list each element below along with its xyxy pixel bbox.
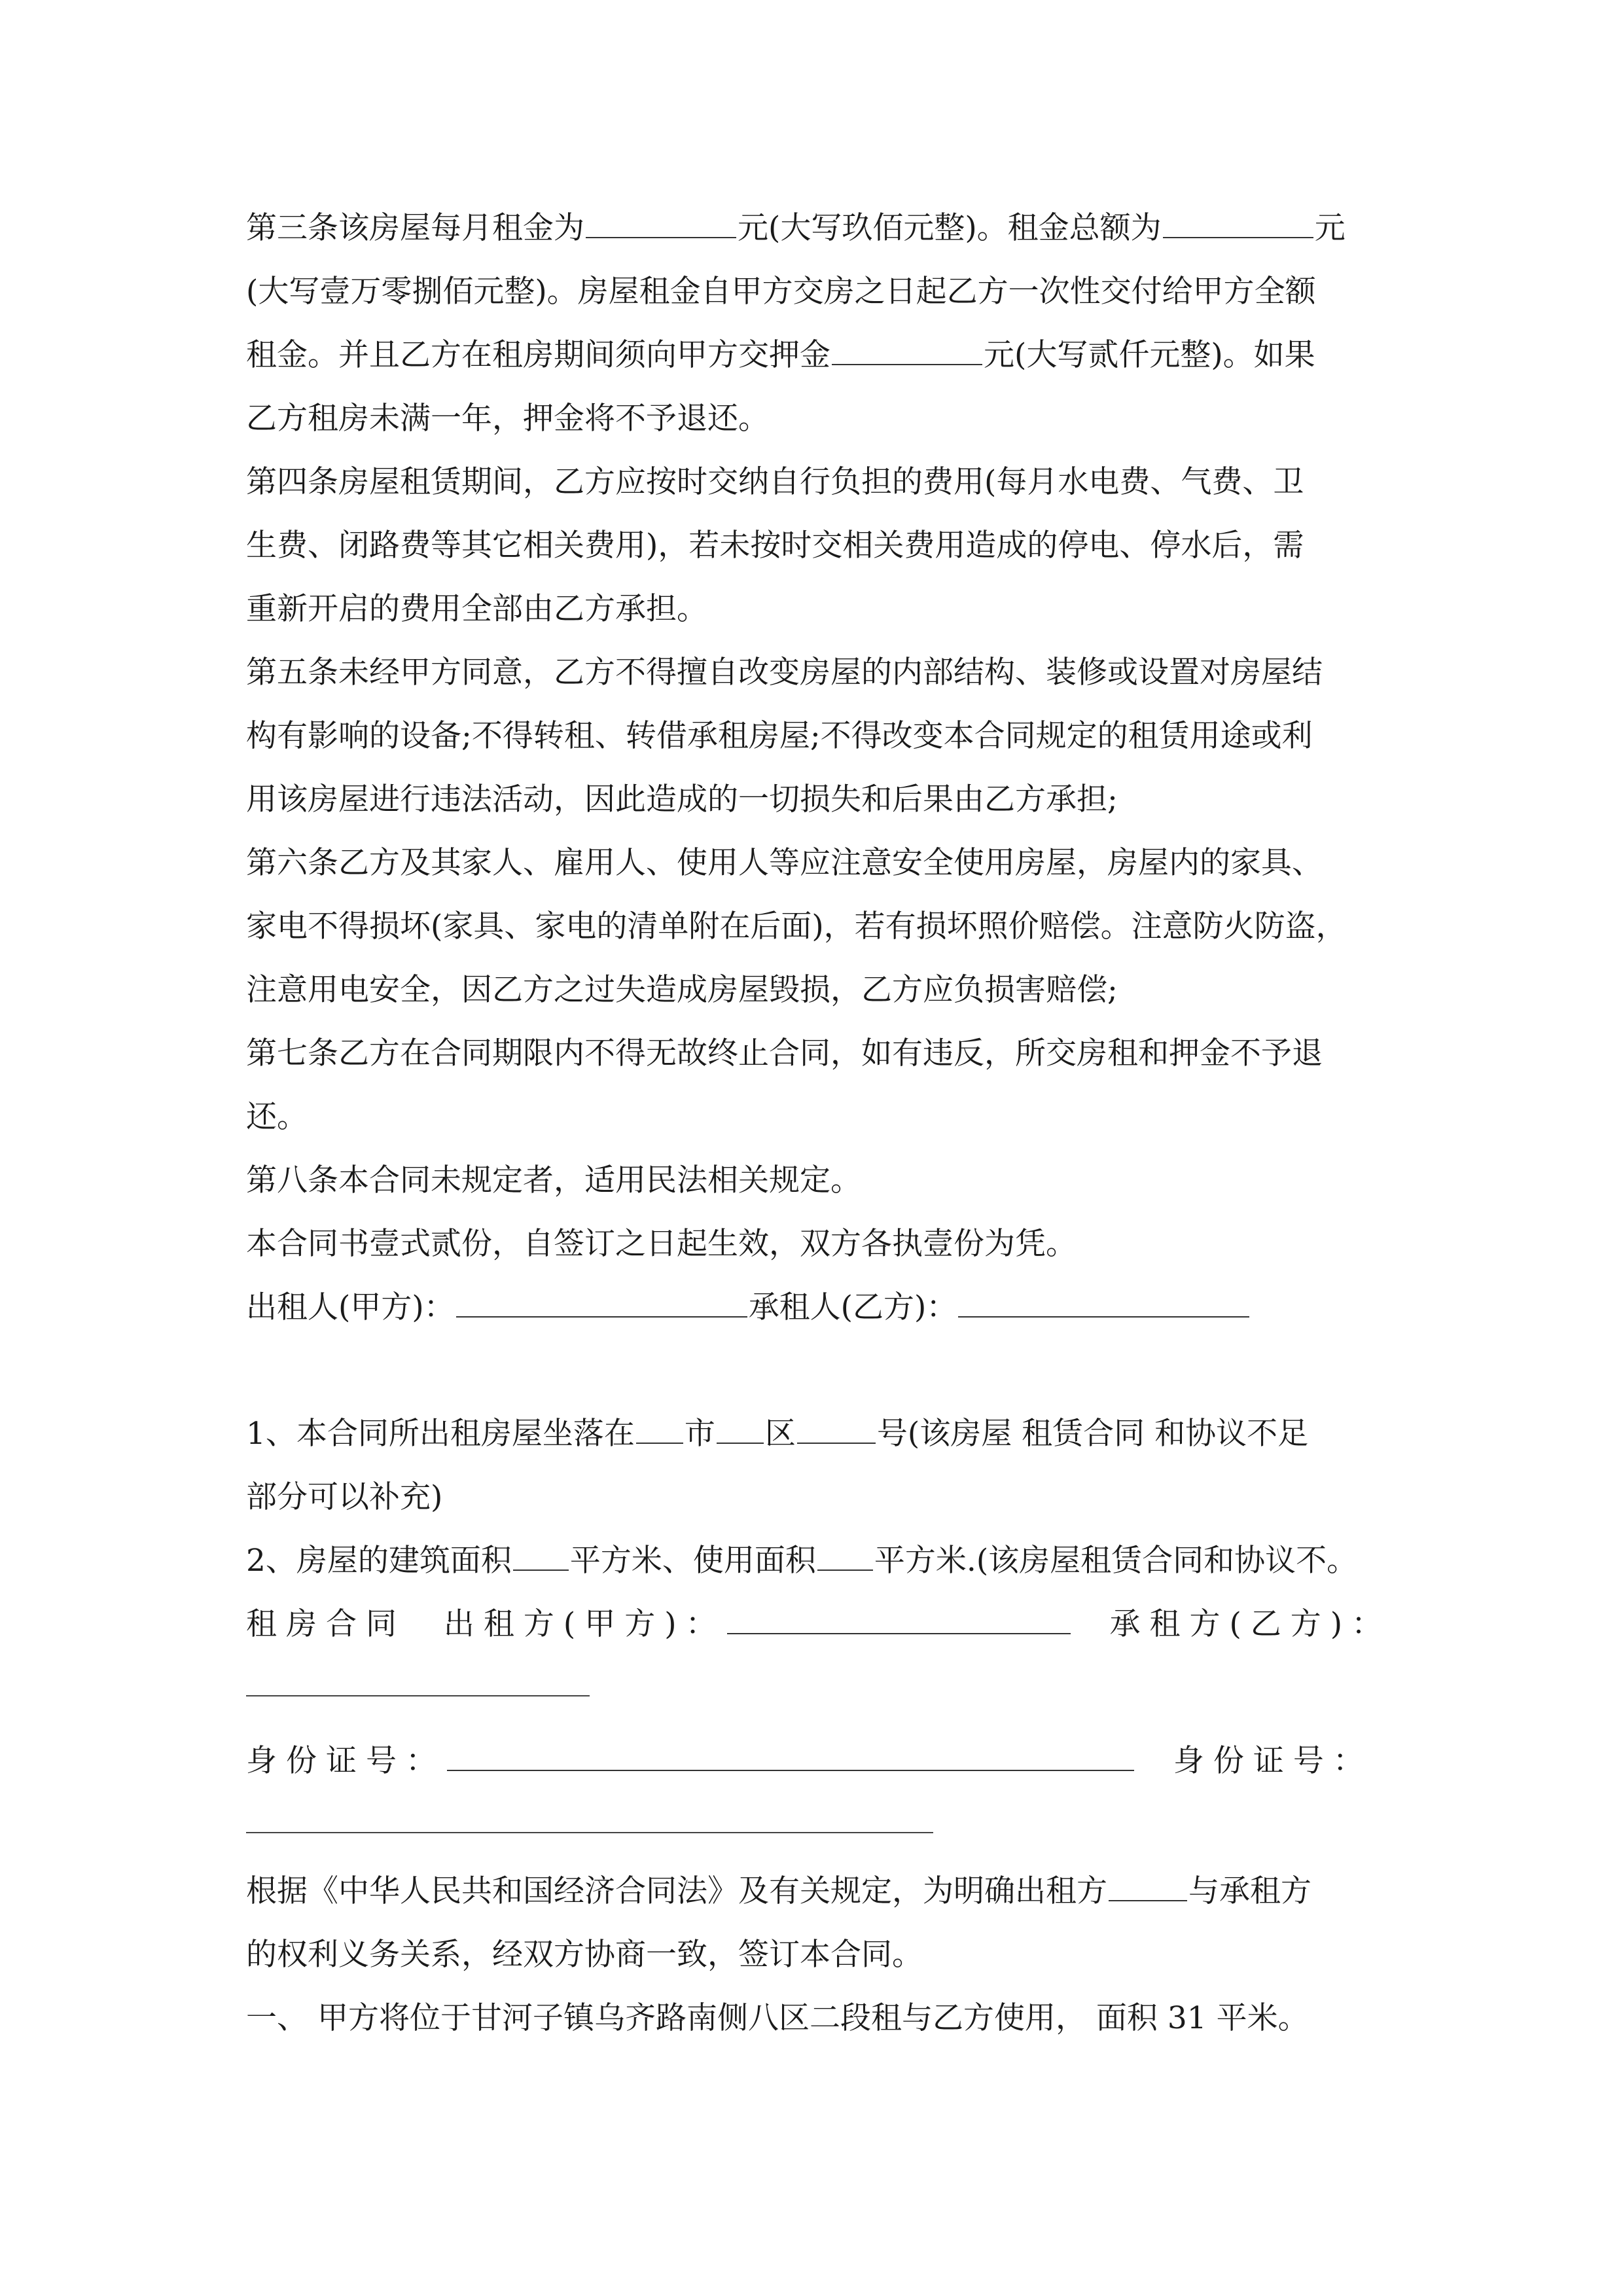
clause-8: 第八条本合同未规定者，适用民法相关规定。 [246,1162,861,1198]
contract-2-title: 租房合同 [246,1606,406,1642]
preamble-line-1: 根据《中华人民共和国经济合同法》及有关规定，为明确出租方 与承租方 [246,1873,1311,1909]
signature-line: 出租人(甲方)： 承租人(乙方)： [246,1276,1398,1339]
clause-5-line-2: 构有影响的设备;不得转租、转借承租房屋;不得改变本合同规定的租赁用途或利 [246,718,1313,754]
lessee-signature-blank[interactable] [958,1290,1249,1318]
clause-7-line-2: 还。 [246,1099,308,1135]
id-number-line: 身份证号： 身份证号： [246,1743,1373,1779]
clause-4-line-3: 重新开启的费用全部由乙方承担。 [246,591,707,627]
clause-6-line-2: 家电不得损坏(家具、家电的清单附在后面)，若有损坏照价赔偿。注意防火防盗， [246,908,1347,944]
lessee-name-blank[interactable] [246,1656,590,1696]
lessee-id-blank[interactable] [246,1793,933,1833]
contract-2-parties-line: 租房合同 出租方(甲方)： 承租方(乙方)： [246,1606,1392,1642]
item-1-line-2: 部分可以补充) [246,1479,443,1515]
clause-4-line-1: 第四条房屋租赁期间，乙方应按时交纳自行负担的费用(每月水电费、气费、卫 [246,464,1304,500]
clause-5-line-3: 用该房屋进行违法活动，因此造成的一切损失和后果由乙方承担; [246,781,1118,817]
district-blank[interactable] [717,1416,764,1444]
lessor-id-blank[interactable] [447,1744,1134,1771]
clause-6-line-3: 注意用电安全，因乙方之过失造成房屋毁损，乙方应负损害赔偿; [246,972,1118,1008]
clause-6-line-1: 第六条乙方及其家人、雇用人、使用人等应注意安全使用房屋，房屋内的家具、 [246,845,1323,881]
lessor-name-blank[interactable] [727,1607,1071,1634]
item-1-line-1: 1、本合同所出租房屋坐落在 市 区 号(该房屋 租赁合同 和协议不足 [246,1416,1309,1452]
clause-3-line-2: (大写壹万零捌佰元整)。房屋租金自甲方交房之日起乙方一次性交付给甲方全额 [246,274,1316,310]
preamble-line-2: 的权利义务关系，经双方协商一致，签订本合同。 [246,1937,923,1973]
clause-3-line-4: 乙方租房未满一年，押金将不予退还。 [246,401,769,437]
item-2-line: 2、房屋的建筑面积 平方米、使用面积 平方米.(该房屋租赁合同和协议不。 [246,1543,1358,1579]
clause-4-line-2: 生费、闭路费等其它相关费用)，若未按时交相关费用造成的停电、停水后，需 [246,528,1304,564]
copies-clause: 本合同书壹式贰份，自签订之日起生效，双方各执壹份为凭。 [246,1226,1077,1262]
clause-5-line-1: 第五条未经甲方同意，乙方不得擅自改变房屋的内部结构、装修或设置对房屋结 [246,655,1323,691]
clause-3-line-3: 租金。并且乙方在租房期间须向甲方交押金 元(大写贰仟元整)。如果 [246,337,1315,373]
clause-7-line-1: 第七条乙方在合同期限内不得无故终止合同，如有违反，所交房租和押金不予退 [246,1035,1323,1071]
building-area-blank[interactable] [513,1543,569,1571]
article-1: 一、 甲方将位于甘河子镇乌齐路南侧八区二段租与乙方使用， 面积 31 平米。 [246,2000,1309,2036]
monthly-rent-blank[interactable] [586,211,736,238]
clause-3-line-1: 第三条该房屋每月租金为 元(大写玖佰元整)。租金总额为 元 [246,210,1346,246]
deposit-blank[interactable] [832,338,982,365]
lessor-signature-blank[interactable] [456,1290,747,1318]
contract-page [246,196,1398,2050]
section-gap [246,1339,1398,1402]
usable-area-blank[interactable] [817,1543,873,1571]
city-blank[interactable] [636,1416,683,1444]
total-rent-blank[interactable] [1163,211,1313,238]
house-number-blank[interactable] [797,1416,876,1444]
lessor-party-blank[interactable] [1109,1874,1187,1901]
